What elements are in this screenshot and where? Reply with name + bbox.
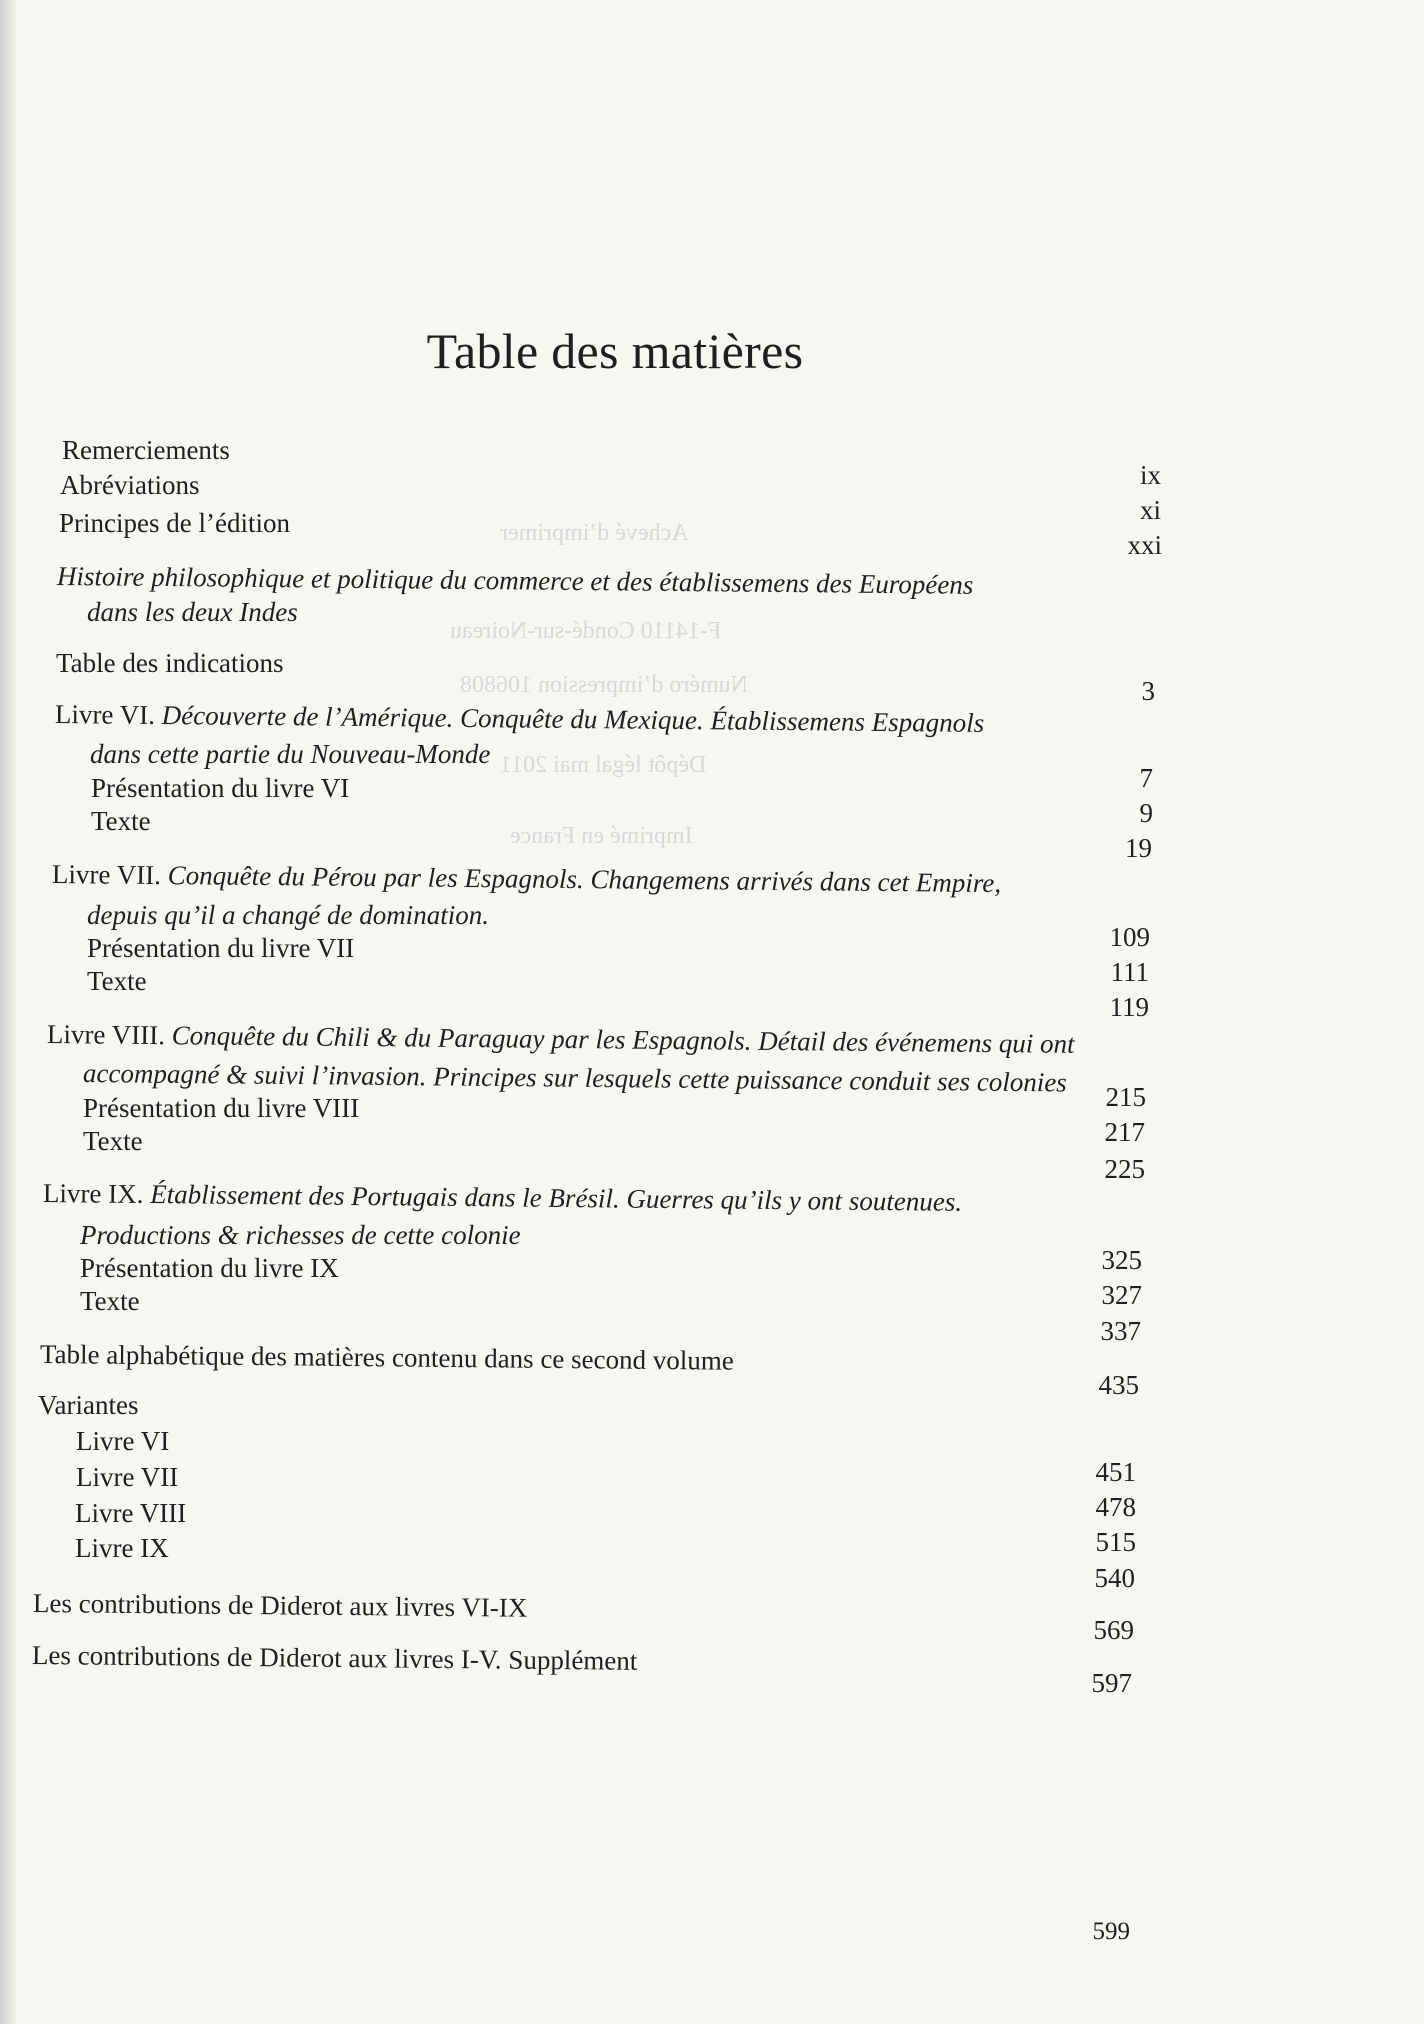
- page-number: 327: [1101, 1280, 1142, 1310]
- page-number: 435: [1098, 1370, 1139, 1400]
- toc-entry-continued: Productions & richesses de cette colonie: [80, 1220, 521, 1250]
- page-number: ix: [1139, 460, 1161, 490]
- page-number: 478: [1095, 1492, 1136, 1522]
- book-label: Livre VI.: [54, 699, 156, 730]
- page-number: 217: [1104, 1117, 1145, 1147]
- book-label: Livre IX.: [42, 1178, 144, 1209]
- show-through-line: Imprimé en France: [510, 823, 693, 849]
- show-through-line: Numéro d’impression 106808: [460, 672, 748, 698]
- page-number: 451: [1095, 1457, 1136, 1487]
- book-label: Livre VII.: [51, 859, 162, 891]
- toc-subentry: Présentation du livre IX: [80, 1253, 339, 1283]
- toc-entry-continued: accompagné & suivi l’invasion. Principes sur lesquels cette puissance conduit ses colonies: [82, 1058, 1067, 1098]
- page-number: 109: [1109, 922, 1150, 952]
- page-number: 3: [1141, 676, 1155, 706]
- toc-subentry: Livre VIII: [75, 1498, 187, 1528]
- toc-subentry: Texte: [83, 1126, 143, 1156]
- page-number: 19: [1125, 833, 1152, 863]
- toc-subentry: Texte: [91, 806, 151, 836]
- toc-entry: Variantes: [38, 1390, 139, 1420]
- toc-subentry: Livre VI: [76, 1426, 170, 1456]
- page-number: 337: [1100, 1316, 1141, 1346]
- book-title: Conquête du Chili & du Paraguay par les Espagnols. Détail des événemens qui ont: [171, 1020, 1075, 1059]
- page-title: Table des matières: [426, 323, 804, 379]
- show-through-line: Achevé d’imprimer: [500, 520, 689, 546]
- page-number: 7: [1139, 763, 1153, 793]
- toc-entry-continued: dans cette partie du Nouveau-Monde: [90, 739, 491, 769]
- toc-entry: [43, 1180, 962, 1216]
- toc-subentry: Livre IX: [75, 1533, 169, 1563]
- toc-subentry: Livre VII: [76, 1462, 179, 1492]
- book-title: Établissement des Portugais dans le Brésil. Guerres qu’ils y ont soutenues.: [150, 1179, 963, 1217]
- toc-entry-continued: depuis qu’il a changé de domination.: [87, 900, 489, 930]
- toc-entry: Table alphabétique des matières contenu dans ce second volume: [39, 1339, 734, 1376]
- page-number: 597: [1091, 1668, 1132, 1698]
- book-label: Livre VIII.: [46, 1019, 166, 1051]
- page-number: 119: [1109, 992, 1149, 1022]
- page-number: xxi: [1127, 530, 1162, 560]
- toc-entry: Remerciements: [62, 435, 230, 465]
- toc-entry-continued: dans les deux Indes: [87, 597, 298, 627]
- toc-subentry: Présentation du livre VII: [87, 933, 355, 963]
- show-through-line: F-14110 Condé-sur-Noireau: [450, 618, 722, 644]
- toc-entry: Les contributions de Diderot aux livres VI-IX: [32, 1588, 528, 1623]
- toc-entry: [55, 701, 984, 737]
- page-number: 540: [1094, 1563, 1135, 1593]
- toc-entry: Principes de l’édition: [59, 508, 290, 538]
- toc-subentry: Texte: [87, 966, 147, 996]
- toc-entry: [52, 861, 1001, 897]
- toc-entry: Histoire philosophique et politique du commerce et des établissemens des Européens: [56, 561, 974, 600]
- toc-entry: Les contributions de Diderot aux livres I-V. Supplément: [31, 1640, 638, 1676]
- page-number: 9: [1139, 798, 1153, 828]
- toc-subentry: Présentation du livre VIII: [83, 1093, 360, 1123]
- page-number: 515: [1095, 1527, 1136, 1557]
- page-number: xi: [1139, 495, 1161, 525]
- folio-page-number: 599: [1092, 1918, 1130, 1945]
- page-number: 569: [1093, 1615, 1134, 1645]
- page-number: 325: [1101, 1245, 1142, 1275]
- show-through-line: Dépôt légal mai 2011: [500, 752, 707, 778]
- page-number: 215: [1105, 1082, 1146, 1112]
- toc-entry: [47, 1021, 1075, 1058]
- toc-subentry: Texte: [80, 1286, 140, 1316]
- book-title: Découverte de l’Amérique. Conquête du Mexique. Établissemens Espagnols: [161, 700, 985, 738]
- page-number: 225: [1104, 1154, 1145, 1184]
- book-title: Conquête du Pérou par les Espagnols. Changemens arrivés dans cet Empire,: [167, 860, 1002, 899]
- page-edge-shadow: [0, 0, 18, 2024]
- toc-entry: Table des indications: [56, 648, 284, 678]
- toc-subentry: Présentation du livre VI: [91, 773, 350, 803]
- toc-entry: Abréviations: [60, 470, 200, 500]
- page-number: 111: [1110, 957, 1149, 987]
